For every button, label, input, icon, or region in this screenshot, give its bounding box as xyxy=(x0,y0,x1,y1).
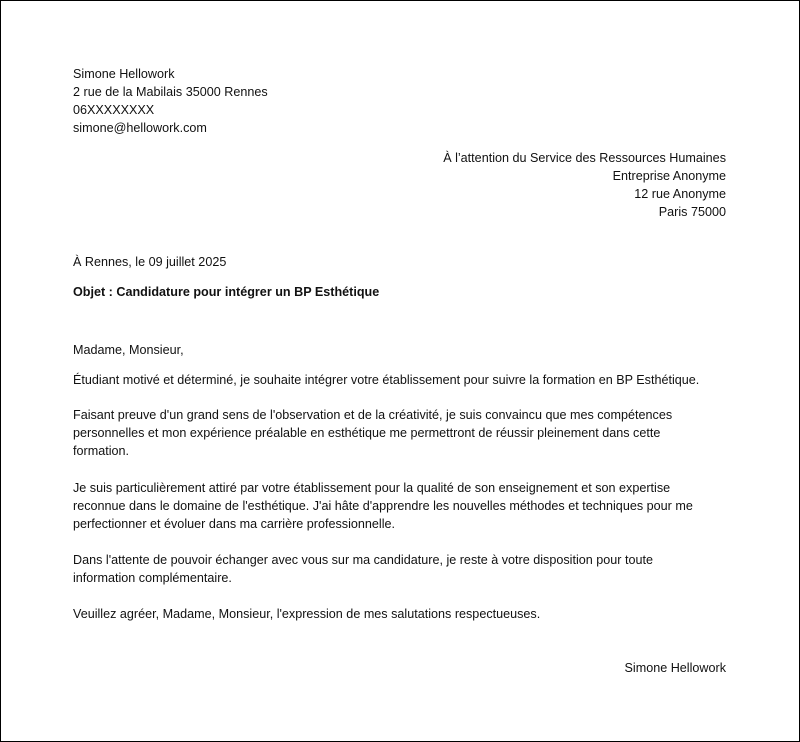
body-paragraph-4 xyxy=(73,551,733,587)
recipient-attention: À l’attention du Service des Ressources Humaines xyxy=(443,151,726,165)
sender-address: 2 rue de la Mabilais 35000 Rennes xyxy=(73,85,268,99)
paragraph-line: Veuillez agréer, Madame, Monsieur, l'expression de mes salutations respectueuses. xyxy=(73,607,541,621)
closing-paragraph xyxy=(73,605,733,623)
recipient-city: Paris 75000 xyxy=(658,205,726,219)
sender-phone: 06XXXXXXXX xyxy=(73,103,155,117)
paragraph-line: reconnue dans le domaine de l'esthétique. J'ai hâte d'apprendre les nouvelles méthodes et techniques pour me xyxy=(73,499,693,513)
paragraph-line: information complémentaire. xyxy=(73,571,232,585)
sender-name: Simone Hellowork xyxy=(73,67,175,81)
paragraph-line: perfectionner et évoluer dans ma carrière professionnelle. xyxy=(73,517,396,531)
recipient-street: 12 rue Anonyme xyxy=(634,187,726,201)
date-line: À Rennes, le 09 juillet 2025 xyxy=(73,255,227,269)
body-paragraph-3 xyxy=(73,479,733,533)
paragraph-line: personnelles et mon expérience préalable en esthétique me permettront de réussir pleinement dans cette xyxy=(73,426,661,440)
salutation: Madame, Monsieur, xyxy=(73,343,184,357)
signature: Simone Hellowork xyxy=(624,661,726,675)
sender-block xyxy=(73,65,268,137)
paragraph-line: Je suis particulièrement attiré par votre établissement pour la qualité de son enseignement et son expertise xyxy=(73,481,671,495)
recipient-company: Entreprise Anonyme xyxy=(612,169,726,183)
body-paragraph-1 xyxy=(73,371,733,389)
paragraph-line: Faisant preuve d'un grand sens de l'observation et de la créativité, je suis convaincu que mes compétences xyxy=(73,408,673,422)
sender-email: simone@hellowork.com xyxy=(73,121,207,135)
body-paragraph-2 xyxy=(73,406,733,460)
recipient-block xyxy=(443,149,726,221)
paragraph-line: Étudiant motivé et déterminé, je souhaite intégrer votre établissement pour suivre la formation en BP Esthétique. xyxy=(73,373,700,387)
paragraph-line: Dans l'attente de pouvoir échanger avec vous sur ma candidature, je reste à votre disposition pour toute xyxy=(73,553,653,567)
paragraph-line: formation. xyxy=(73,444,129,458)
subject-line: Objet : Candidature pour intégrer un BP Esthétique xyxy=(73,285,380,299)
